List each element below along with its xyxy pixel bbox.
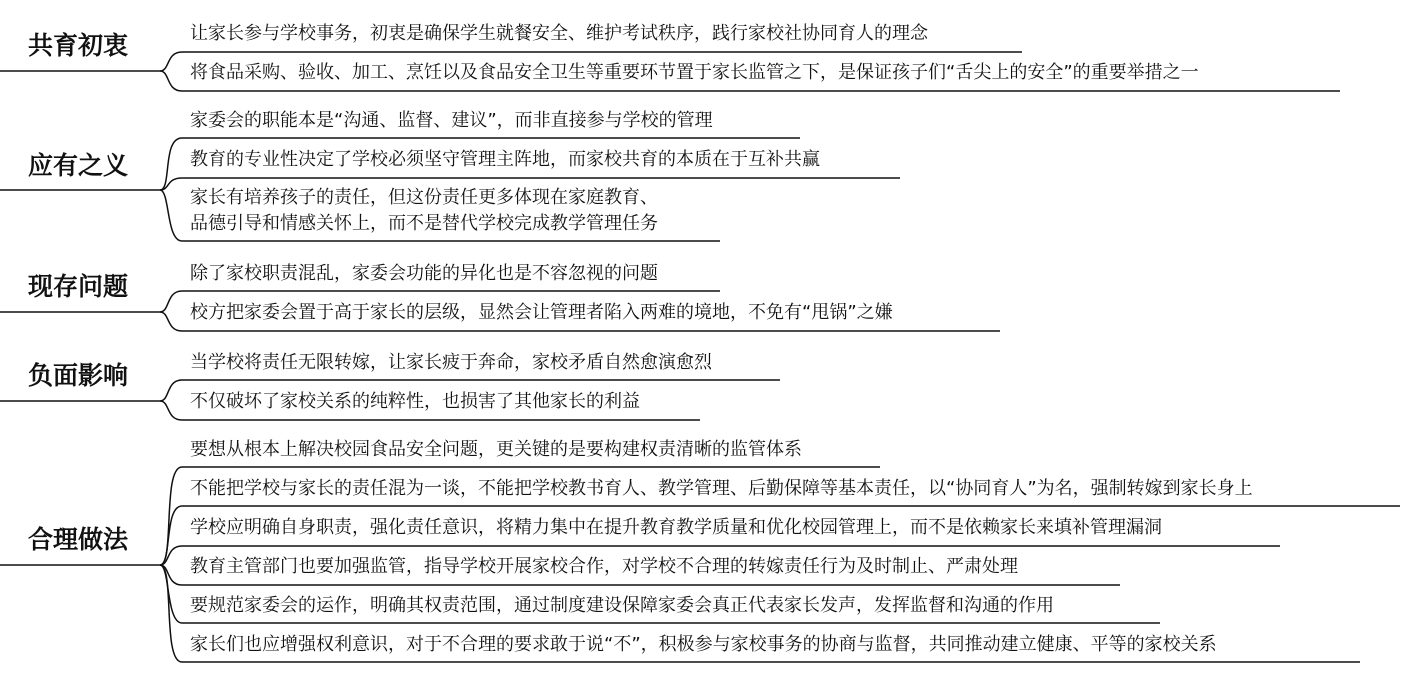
topic-point: 家长们也应增强权利意识，对于不合理的要求敢于说“不”，积极参与家校事务的协商与监督，共同推动建立健康、平等的家校关系: [190, 634, 1217, 655]
topic-point: 让家长参与学校事务，初衷是确保学生就餐安全、维护考试秩序，践行家校社协同育人的理念: [190, 23, 928, 44]
topic-point-line: 品德引导和情感关怀上，而不是替代学校完成教学管理任务: [190, 213, 658, 234]
topic-point: [190, 185, 658, 237]
topic-point: 将食品采购、验收、加工、烹饪以及食品安全卫生等重要环节置于家长监管之下，是保证孩子们“舌尖上的安全”的重要举措之一: [190, 62, 1199, 83]
topic-point-line: 家长有培养孩子的责任，但这份责任更多体现在家庭教育、: [190, 187, 658, 208]
topic-point: 家委会的职能本是“沟通、监督、建议”，而非直接参与学校的管理: [190, 110, 713, 131]
topic-point: 学校应明确自身职责，强化责任意识，将精力集中在提升教育教学质量和优化校园管理上，而不是依赖家长来填补管理漏洞: [190, 517, 1162, 538]
topic-point: 教育的专业性决定了学校必须坚守管理主阵地，而家校共育的本质在于互补共赢: [190, 149, 820, 170]
topic-point: 除了家校职责混乱，家委会功能的异化也是不容忽视的问题: [190, 263, 658, 284]
topic-point: 校方把家委会置于高于家长的层级，显然会让管理者陷入两难的境地，不免有“甩锅”之嫌: [190, 302, 893, 323]
topic-title: 合理做法: [28, 525, 129, 554]
topic-title: 应有之义: [28, 151, 129, 180]
topic-point: 当学校将责任无限转嫁，让家长疲于奔命，家校矛盾自然愈演愈烈: [190, 352, 712, 373]
topic-point: 要规范家委会的运作，明确其权责范围，通过制度建设保障家委会真正代表家长发声，发挥监督和沟通的作用: [190, 595, 1054, 616]
topic-point: 不仅破坏了家校关系的纯粹性，也损害了其他家长的利益: [190, 391, 640, 412]
topic-point: 不能把学校与家长的责任混为一谈，不能把学校教书育人、教学管理、后勤保障等基本责任，以“协同育人”为名，强制转嫁到家长身上: [190, 478, 1253, 499]
topic-title: 负面影响: [28, 361, 129, 390]
topic-title: 共育初衷: [28, 31, 129, 60]
topic-point: 要想从根本上解决校园食品安全问题，更关键的是要构建权责清晰的监管体系: [190, 439, 802, 460]
topic-title: 现存问题: [28, 272, 129, 301]
topic-point: 教育主管部门也要加强监管，指导学校开展家校合作，对学校不合理的转嫁责任行为及时制止、严肃处理: [190, 556, 1018, 577]
